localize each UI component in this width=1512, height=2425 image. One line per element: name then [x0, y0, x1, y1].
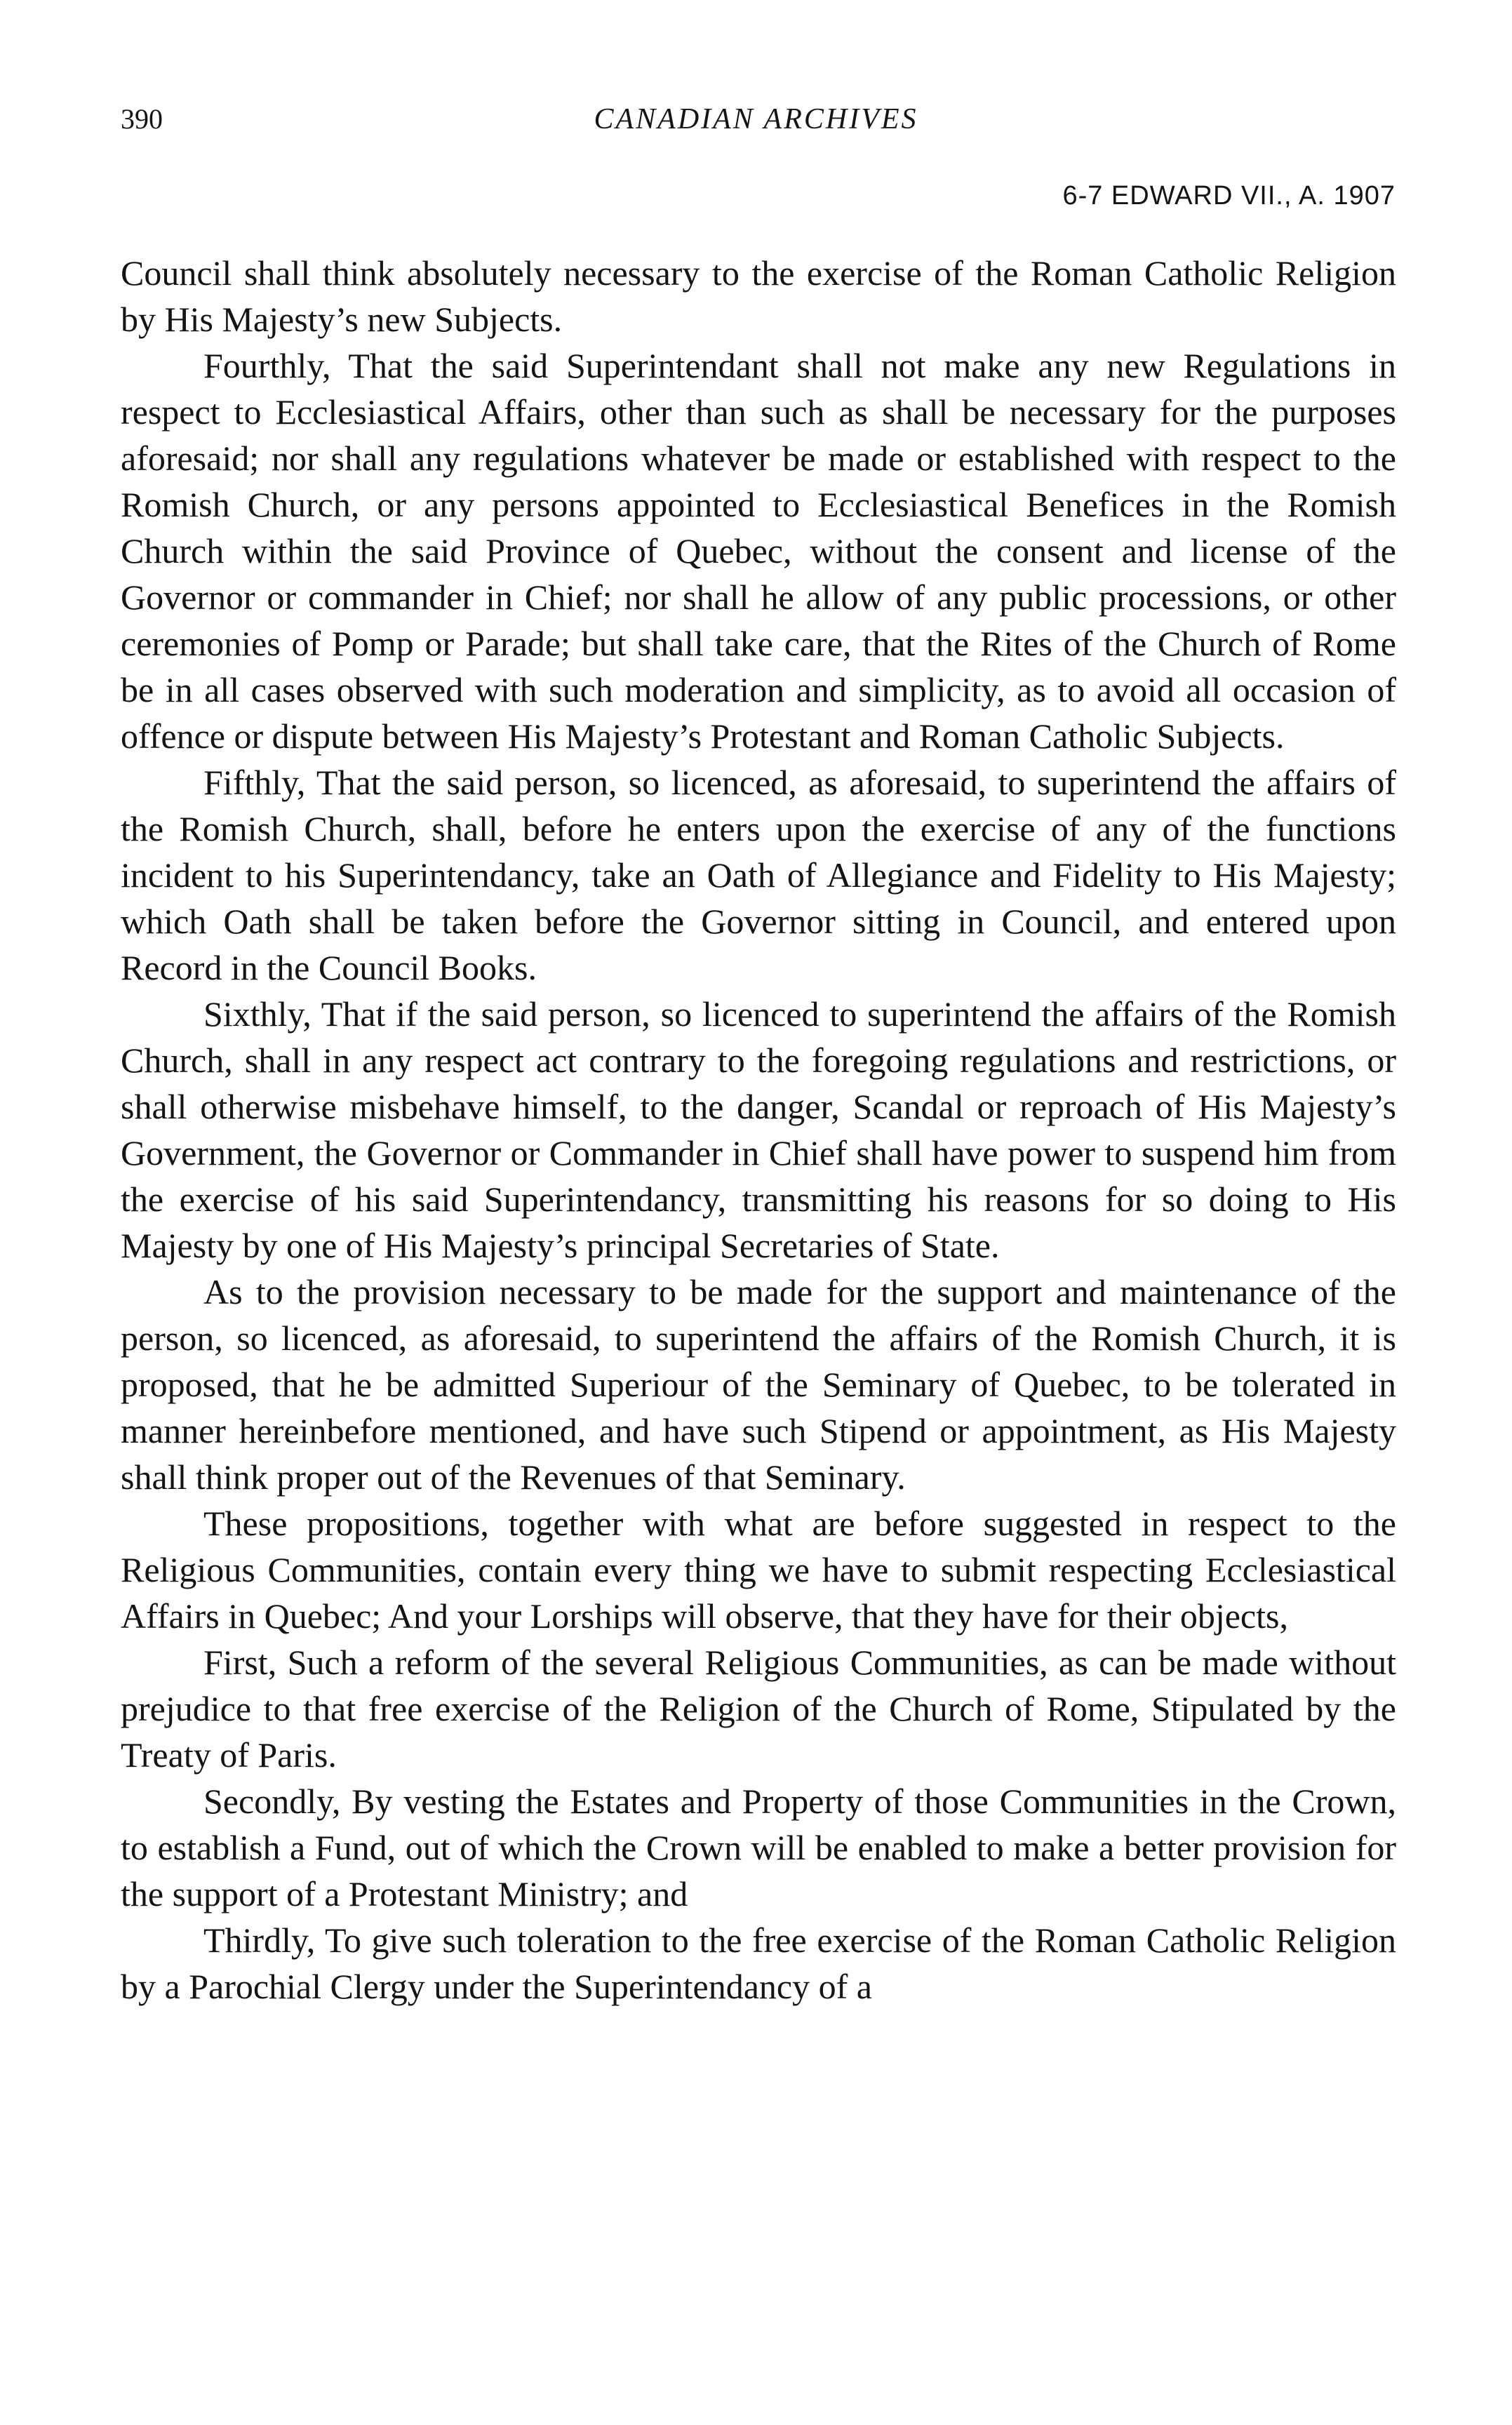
paragraph-fourthly: Fourthly, That the said Superintendant shall not make any new Regulations in respect to Ecclesiastical Affairs, other than such as shall be necessary for the purposes aforesaid; nor shall any regulations whatever be made or established with respect to the Romish Church, or any persons appointed to Ecclesiastical Benefices in the Romish Church within the said Province of Quebec, without the consent and license of the Governor or commander in Chief; nor shall he allow of any public processions, or other ceremonies of Pomp or Parade; but shall take care, that the Rites of the Church of Rome be in all cases observed with such moderation and simplicity, as to avoid all occasion of offence or dispute between His Majesty’s Protestant and Roman Catholic Subjects.: [121, 346, 1396, 756]
paragraph-thirdly: Thirdly, To give such toleration to the free exercise of the Roman Catholic Religion by a Parochial Clergy under the Superintendancy of a: [121, 1920, 1396, 2006]
paragraph-secondly: Secondly, By vesting the Estates and Property of those Communities in the Crown, to establish a Fund, out of which the Crown will be enabled to make a better provision for the support of a Protestant Ministry; and: [121, 1782, 1396, 1913]
paragraph-first: First, Such a reform of the several Religious Communities, as can be made without prejudice to that free exercise of the Religion of the Church of Rome, Stipulated by the Treaty of Paris.: [121, 1643, 1396, 1775]
page-number: 390: [121, 103, 163, 135]
paragraph-continued: Council shall think absolutely necessary to the exercise of the Roman Catholic Religion by His Majesty’s new Subjects.: [121, 253, 1396, 339]
session-line: 6-7 EDWARD VII., A. 1907: [1062, 181, 1396, 211]
paragraph-provision: As to the provision necessary to be made for the support and maintenance of the person, so licenced, as aforesaid, to superintend the affairs of the Romish Church, it is proposed, that he be admitted Superiour of the Seminary of Quebec, to be tolerated in manner hereinbefore mentioned, and have such Stipend or appointment, as His Majesty shall think proper out of the Revenues of that Seminary.: [121, 1272, 1396, 1497]
paragraph-fifthly: Fifthly, That the said person, so licenced, as aforesaid, to superintend the affairs of the Romish Church, shall, before he enters upon the exercise of any of the functions incident to his Superintendancy, take an Oath of Allegiance and Fidelity to His Majesty; which Oath shall be taken before the Governor sitting in Council, and entered upon Record in the Council Books.: [121, 763, 1396, 987]
paragraph-propositions: These propositions, together with what are before suggested in respect to the Religious Communities, contain every thing we have to submit respecting Ecclesiastical Affairs in Quebec; And your Lorships will observe, that they have for their objects,: [121, 1504, 1396, 1636]
running-title: CANADIAN ARCHIVES: [594, 103, 918, 135]
body-text: [121, 250, 1396, 2010]
paragraph-sixthly: Sixthly, That if the said person, so licenced to superintend the affairs of the Romish Church, shall in any respect act contrary to the foregoing regulations and restrictions, or shall otherwise misbehave himself, to the danger, Scandal or reproach of His Majesty’s Government, the Governor or Commander in Chief shall have power to suspend him from the exercise of his said Superintendancy, transmitting his reasons for so doing to His Majesty by one of His Majesty’s principal Secretaries of State.: [121, 994, 1396, 1265]
